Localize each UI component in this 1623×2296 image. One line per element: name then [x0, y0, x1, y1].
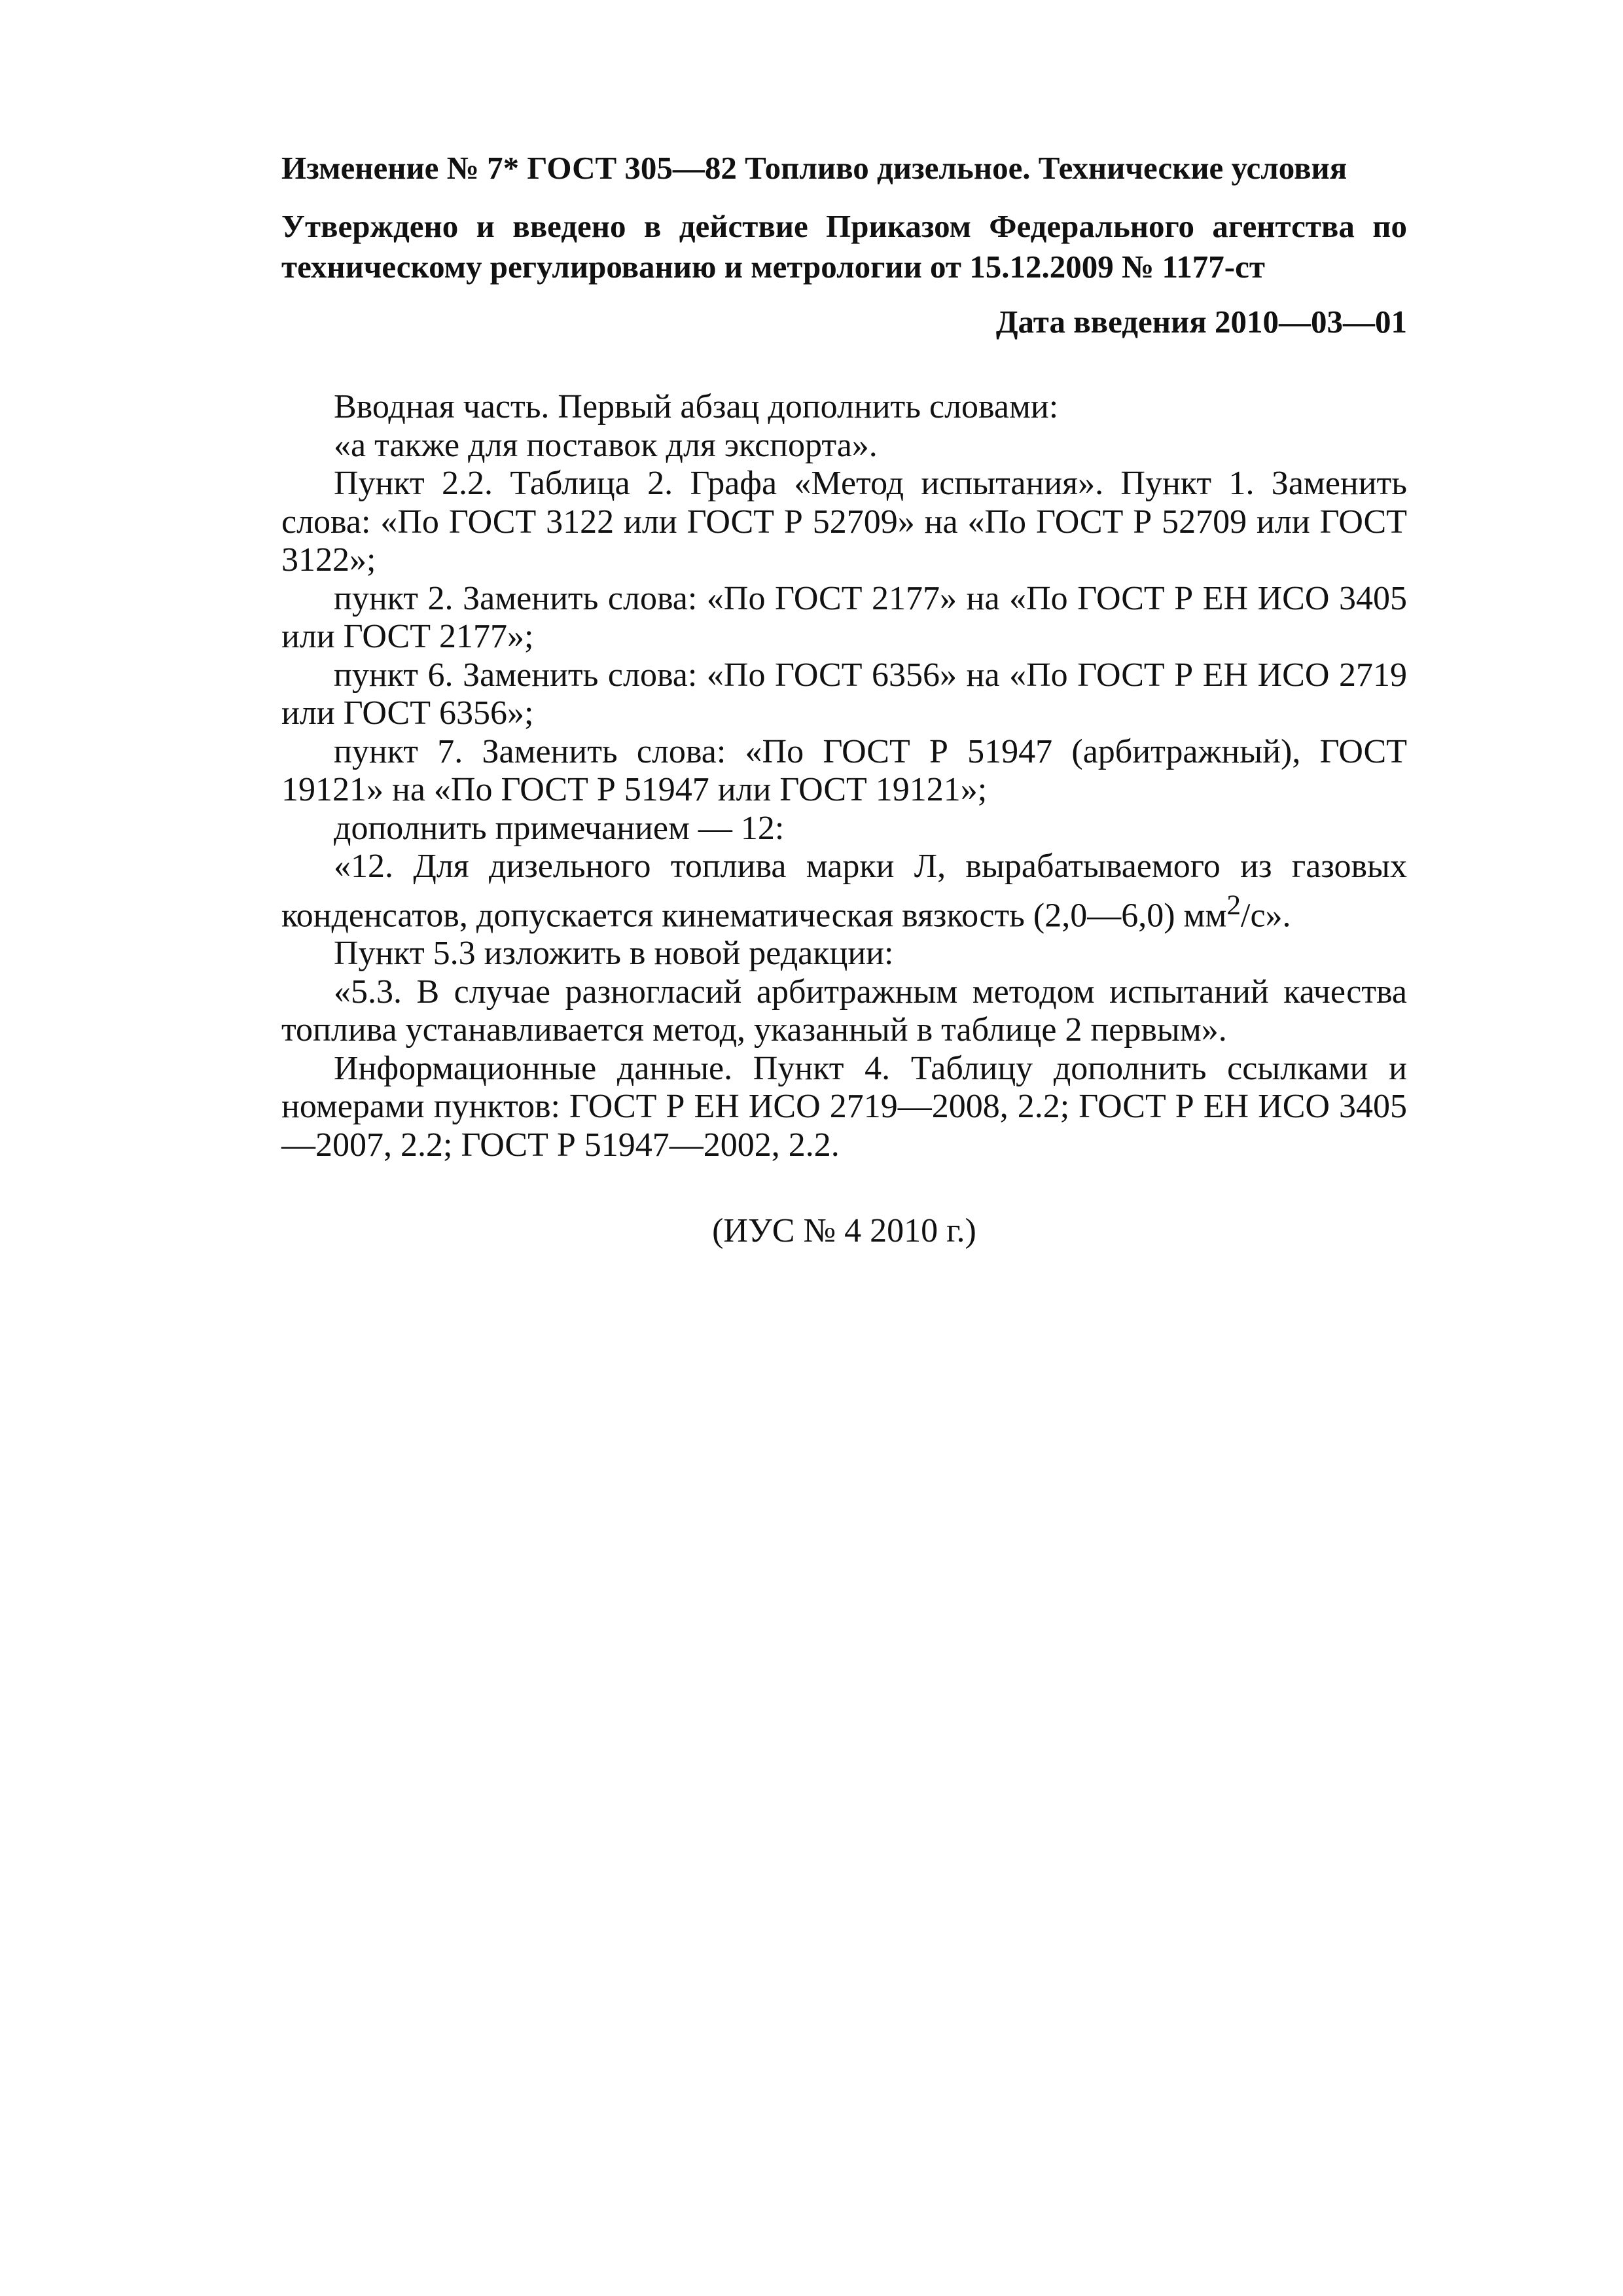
paragraph: «а также для поставок для экспорта».	[334, 426, 878, 464]
effective-date: Дата введения 2010—03—01	[995, 304, 1407, 340]
paragraph: пункт 7. Заменить слова: «По ГОСТ Р 51947 (арбитражный), ГОСТ 19121» на «По ГОСТ Р 51947 или ГОСТ 19121»;	[281, 732, 1407, 808]
paragraph: «5.3. В случае разногласий арбитражным методом испытаний качества топлива устанавливается метод, указанный в таблице 2 первым».	[281, 973, 1407, 1049]
paragraph-text: /с».	[1241, 896, 1291, 934]
document-page	[281, 147, 1407, 1251]
paragraph: пункт 6. Заменить слова: «По ГОСТ 6356» на «По ГОСТ Р ЕН ИСО 2719 или ГОСТ 6356»;	[281, 656, 1407, 732]
paragraph: Пункт 5.3 изложить в новой редакции:	[334, 935, 894, 973]
paragraph	[281, 848, 1407, 935]
document-title: Изменение № 7* ГОСТ 305—82 Топливо дизельное. Технические условия	[281, 150, 1347, 186]
superscript: 2	[1226, 889, 1241, 921]
paragraph: Информационные данные. Пункт 4. Таблицу дополнить ссылками и номерами пунктов: ГОСТ Р ЕН ИСО 2719—2008, 2.2; ГОСТ Р ЕН ИСО 3405—2007, 2.2; ГОСТ Р 51947—2002, 2.2.	[281, 1049, 1407, 1164]
paragraph: дополнить примечанием — 12:	[334, 809, 785, 847]
paragraph-text: «12. Для дизельного топлива марки Л, вырабатываемого из газовых конденсатов, допускается кинематическая вязкость (2,0—6,0) мм	[281, 848, 1407, 934]
ius-reference: (ИУС № 4 2010 г.)	[712, 1212, 976, 1250]
paragraph: Пункт 2.2. Таблица 2. Графа «Метод испытания». Пункт 1. Заменить слова: «По ГОСТ 3122 или ГОСТ Р 52709» на «По ГОСТ Р 52709 или ГОСТ 3122»;	[281, 465, 1407, 579]
approval-statement: Утверждено и введено в действие Приказом Федерального агентства по техническому регулированию и метрологии от 15.12.2009 № 1177-ст	[281, 208, 1407, 285]
paragraph: пункт 2. Заменить слова: «По ГОСТ 2177» на «По ГОСТ Р ЕН ИСО 3405 или ГОСТ 2177»;	[281, 579, 1407, 655]
paragraph: Вводная часть. Первый абзац дополнить словами:	[334, 388, 1059, 425]
amendment-body	[281, 388, 1407, 1164]
